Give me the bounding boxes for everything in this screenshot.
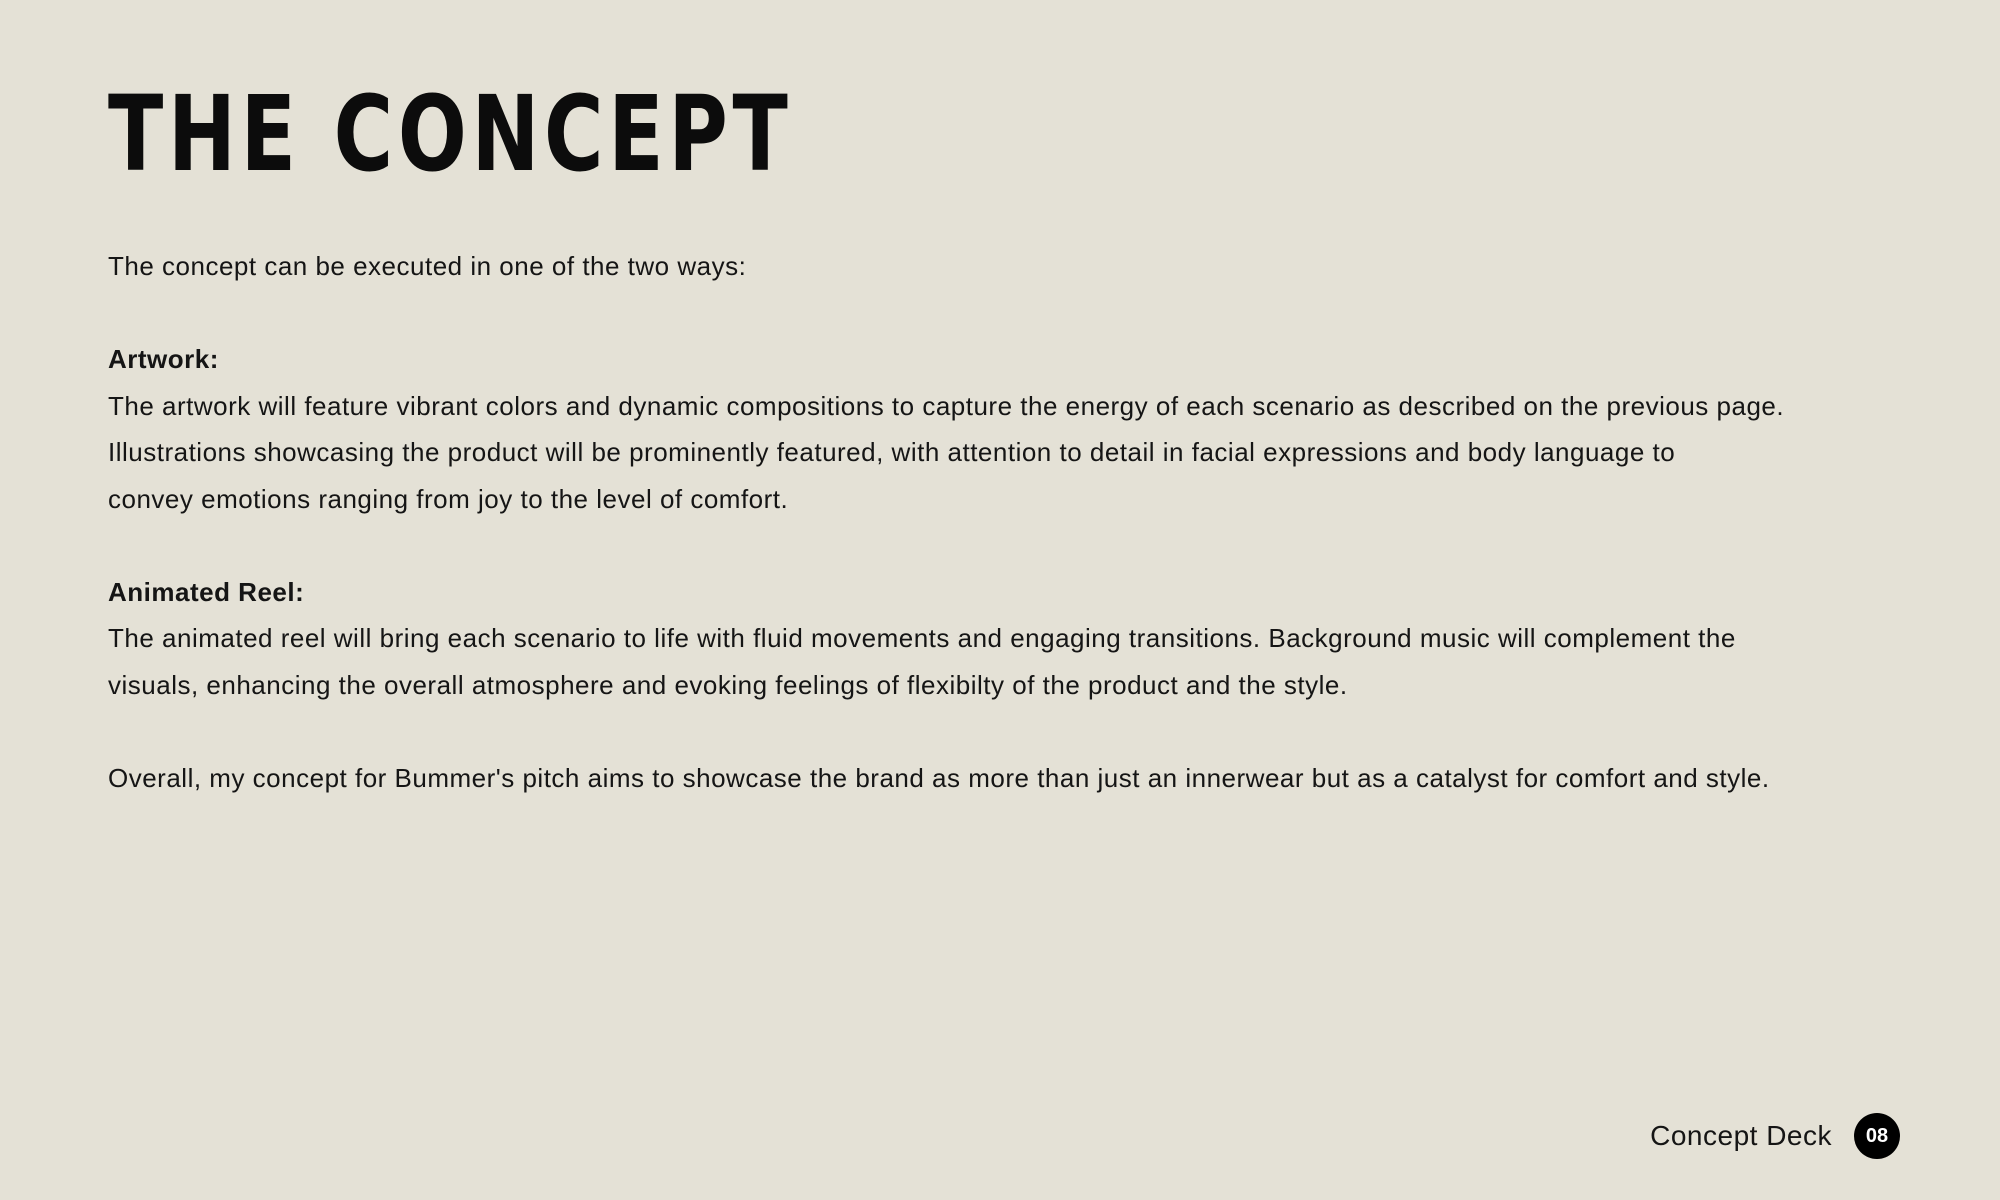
animated-reel-line: The animated reel will bring each scenario to life with fluid movements and engaging transitions. Background music will complement the	[108, 623, 1736, 653]
artwork-line: convey emotions ranging from joy to the level of comfort.	[108, 483, 789, 514]
conclusion-text: Overall, my concept for Bummer's pitch aims to showcase the brand as more than just an innerwear but as a catalyst for comfort and style.	[108, 762, 1770, 793]
page-number-badge: 08	[1854, 1113, 1900, 1159]
paragraph-gap	[108, 708, 1908, 755]
paragraph-gap	[108, 522, 1908, 569]
artwork-line: Illustrations showcasing the product will be prominently featured, with attention to detail in facial expressions and body language to	[108, 437, 1676, 467]
animated-reel-heading: Animated Reel:	[108, 576, 305, 607]
slide-title: THE CONCEPT	[108, 73, 793, 195]
slide-body	[108, 243, 1908, 801]
paragraph-gap	[108, 290, 1908, 337]
artwork-line: The artwork will feature vibrant colors and dynamic compositions to capture the energy of each scenario as described on the previous page.	[108, 390, 1785, 421]
deck-label: Concept Deck	[1650, 1120, 1832, 1151]
artwork-heading: Artwork:	[108, 344, 219, 374]
animated-reel-line: visuals, enhancing the overall atmosphere and evoking feelings of flexibilty of the product and the style.	[108, 669, 1348, 700]
slide-footer	[1650, 1112, 1900, 1160]
intro-text: The concept can be executed in one of the two ways:	[108, 251, 747, 281]
